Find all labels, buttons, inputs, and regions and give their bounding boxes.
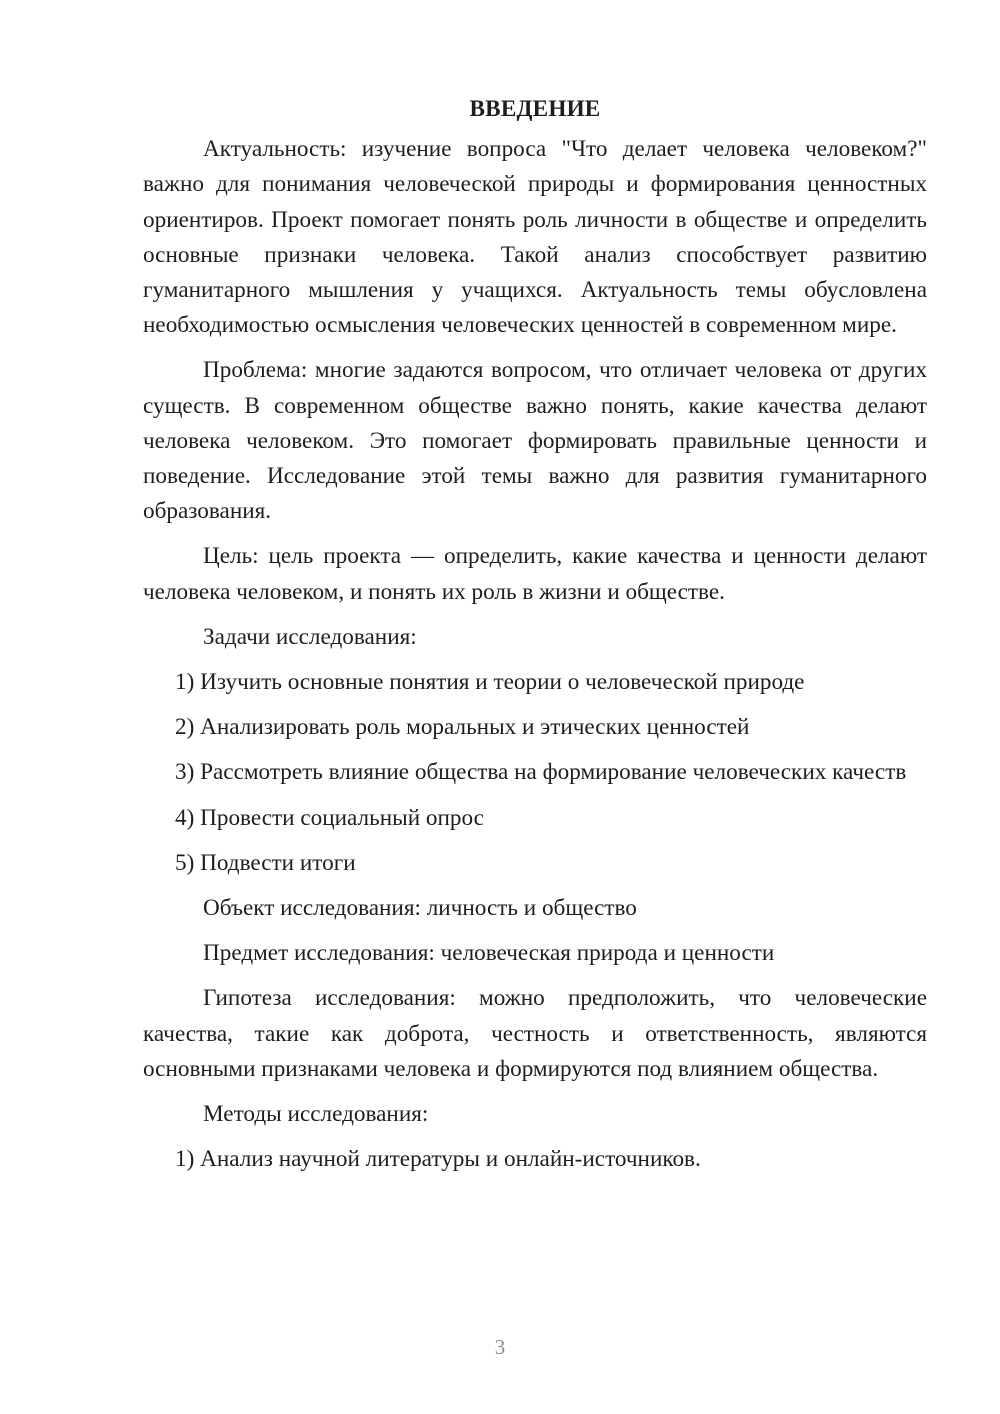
section-heading: ВВЕДЕНИЕ	[469, 96, 601, 122]
page-number: 3	[494, 1335, 506, 1359]
task-item-3: 3) Рассмотреть влияние общества на формирование человеческих качеств	[175, 759, 907, 786]
task-item-1: 1) Изучить основные понятия и теории о человеческой природе	[175, 669, 805, 696]
problem-paragraph: Проблема: многие задаются вопросом, что отличает человека от других существ. В современном обществе важно понять, какие качества делают человека человеком. Это помогает формировать правильные ценности и поведение. Исследование этой темы важно для развития гуманитарного образования.	[143, 357, 927, 525]
task-item-4: 4) Провести социальный опрос	[175, 804, 484, 831]
method-item-1: 1) Анализ научной литературы и онлайн-источников.	[175, 1146, 701, 1173]
methods-title: Методы исследования:	[203, 1101, 429, 1128]
hypothesis-paragraph: Гипотеза исследования: можно предположить, что человеческие качества, такие как доброта, честность и ответственность, являются основными признаками человека и формируются под влиянием общества.	[143, 985, 927, 1082]
page-content	[143, 92, 927, 1187]
tasks-title: Задачи исследования:	[203, 623, 417, 650]
subject-paragraph: Предмет исследования: человеческая природа и ценности	[203, 940, 775, 967]
goal-paragraph: Цель: цель проекта — определить, какие качества и ценности делают человека человеком, и понять их роль в жизни и обществе.	[143, 543, 927, 605]
task-item-2: 2) Анализировать роль моральных и этических ценностей	[175, 714, 750, 741]
task-item-5: 5) Подвести итоги	[175, 849, 356, 876]
relevance-paragraph: Актуальность: изучение вопроса "Что делает человека человеком?" важно для понимания человеческой природы и формирования ценностных ориентиров. Проект помогает понять роль личности в обществе и определить основные признаки человека. Такой анализ способствует развитию гуманитарного мышления у учащихся. Актуальность темы обусловлена необходимостью осмысления человеческих ценностей в современном мире.	[143, 136, 927, 339]
object-paragraph: Объект исследования: личность и общество	[203, 895, 637, 922]
